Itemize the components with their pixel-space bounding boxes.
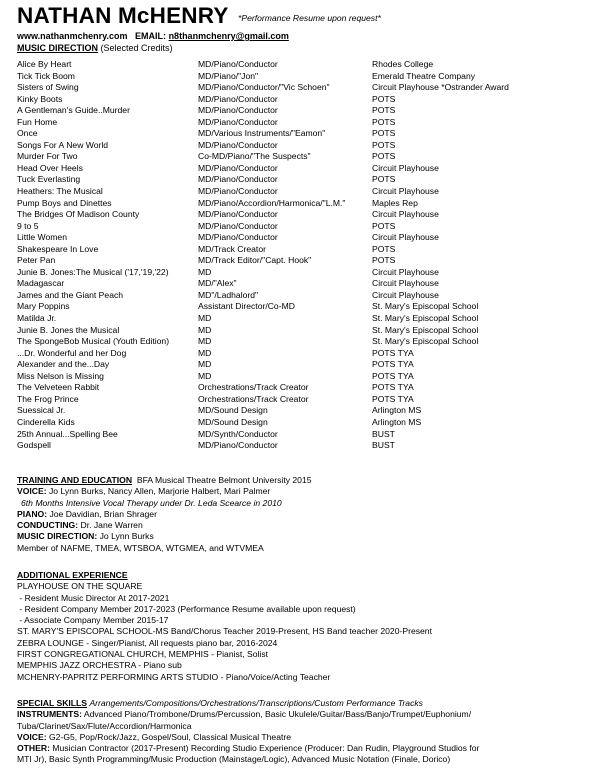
credit-role: MD/Piano/Conductor — [198, 93, 278, 104]
additional-line: - Associate Company Member 2015-17 — [17, 615, 169, 626]
credit-role: MD — [198, 313, 212, 324]
credit-show: Godspell — [17, 440, 51, 451]
credit-role: MD/"Alex" — [198, 278, 237, 289]
credit-show: Cinderella Kids — [17, 416, 75, 427]
credit-venue: POTS — [372, 105, 396, 116]
credit-row — [17, 440, 602, 452]
credit-row — [17, 174, 602, 186]
credit-show: Mary Poppins — [17, 301, 70, 312]
credit-role: MD/Piano/Conductor — [198, 232, 278, 243]
credit-venue: St. Mary's Episcopal School — [372, 313, 479, 324]
credit-venue: Circuit Playhouse — [372, 186, 439, 197]
credit-show: Once — [17, 128, 38, 139]
credit-row — [17, 382, 602, 394]
skills-section — [17, 698, 602, 766]
credit-role: Assistant Director/Co-MD — [198, 301, 295, 312]
skills-voice — [17, 732, 602, 743]
credit-row — [17, 348, 602, 360]
credit-role: MD/Piano/Conductor — [198, 209, 278, 220]
website-link[interactable]: www.nathanmchenry.com — [17, 31, 128, 41]
credit-venue: BUST — [372, 428, 395, 439]
credit-role: MD — [198, 359, 212, 370]
credit-show: The Velveteen Rabbit — [17, 382, 100, 393]
credit-row — [17, 417, 602, 429]
additional-line: - Resident Company Member 2017-2023 (Performance Resume available upon request) — [17, 603, 356, 614]
skills-voice-label: VOICE: — [17, 731, 47, 742]
additional-line: MEMPHIS JAZZ ORCHESTRA - Piano sub — [17, 660, 182, 671]
credit-venue: POTS — [372, 243, 396, 254]
skills-other-label: OTHER: — [17, 743, 50, 754]
credit-role: MD/Piano/Accordion/Harmonica/"L.M." — [198, 197, 346, 208]
credit-venue: POTS — [372, 116, 396, 127]
additional-heading — [17, 570, 602, 581]
credit-role: MD/Piano/Conductor — [198, 186, 278, 197]
training-degree: BFA Musical Theatre Belmont University 2015 — [136, 475, 312, 485]
credit-role: MD/Synth/Conductor — [198, 428, 278, 439]
credit-role: MD/Sound Design — [198, 405, 268, 416]
credit-row — [17, 71, 602, 83]
credit-row — [17, 394, 602, 406]
credit-show: Matilda Jr. — [17, 313, 57, 324]
credit-row — [17, 128, 602, 140]
credit-row — [17, 209, 602, 221]
credit-row — [17, 371, 602, 383]
credit-venue: Arlington MS — [372, 416, 422, 427]
training-voice-value: Jo Lynn Burks, Nancy Allen, Marjorie Halbert, Mari Palmer — [49, 486, 271, 497]
credit-show: Tuck Everlasting — [17, 174, 81, 185]
credit-venue: POTS TYA — [372, 382, 414, 393]
training-section — [17, 475, 602, 554]
credit-row — [17, 267, 602, 279]
credit-show: Peter Pan — [17, 255, 56, 266]
credit-row — [17, 151, 602, 163]
credit-show: Murder For Two — [17, 151, 78, 162]
credit-role: MD/Piano/Conductor — [198, 116, 278, 127]
additional-line: PLAYHOUSE ON THE SQUARE — [17, 581, 143, 592]
credit-venue: POTS — [372, 139, 396, 150]
credit-show: Sisters of Swing — [17, 82, 79, 93]
training-title: TRAINING AND EDUCATION — [17, 475, 133, 485]
credit-row — [17, 198, 602, 210]
credit-role: MD/Piano/Conductor — [198, 105, 278, 116]
additional-lines — [17, 581, 602, 683]
credit-role: MD — [198, 370, 212, 381]
training-piano-label: PIANO: — [17, 508, 48, 519]
credit-role: MD/Piano/Conductor — [198, 139, 278, 150]
credit-show: Fun Home — [17, 116, 58, 127]
additional-line: ST. MARY'S EPISCOPAL SCHOOL-MS Band/Chorus Teacher 2019-Present, HS Band teacher 2020-Present — [17, 626, 432, 637]
training-piano — [17, 509, 602, 520]
credit-venue: Circuit Playhouse — [372, 162, 439, 173]
credit-show: 9 to 5 — [17, 220, 39, 231]
credit-show: ...Dr. Wonderful and her Dog — [17, 347, 127, 358]
credit-row — [17, 336, 602, 348]
credit-show: Miss Nelson is Missing — [17, 370, 104, 381]
credit-row — [17, 429, 602, 441]
credit-show: Alexander and the...Day — [17, 359, 110, 370]
credit-venue: POTS TYA — [372, 359, 414, 370]
credit-venue: St. Mary's Episcopal School — [372, 324, 479, 335]
credit-row — [17, 82, 602, 94]
training-piano-value: Joe Davidian, Brian Shrager — [49, 508, 157, 519]
skills-instruments-label: INSTRUMENTS: — [17, 709, 82, 720]
credit-show: Kinky Boots — [17, 93, 63, 104]
credit-row — [17, 94, 602, 106]
credit-venue: St. Mary's Episcopal School — [372, 301, 479, 312]
credit-row — [17, 325, 602, 337]
credit-role: MD/Track Creator — [198, 243, 266, 254]
credit-role: MD — [198, 324, 212, 335]
credit-role: MD/Piano/Conductor — [198, 174, 278, 185]
credit-role: MD/Piano/Conductor — [198, 440, 278, 451]
training-md-label: MUSIC DIRECTION: — [17, 531, 98, 542]
skills-other — [17, 743, 602, 754]
credit-show: Heathers: The Musical — [17, 186, 103, 197]
credit-venue: Arlington MS — [372, 405, 422, 416]
email-label: EMAIL: — [135, 31, 167, 41]
skills-title: SPECIAL SKILLS — [17, 698, 88, 708]
music-direction-subtitle: (Selected Credits) — [100, 43, 173, 53]
credit-venue: POTS TYA — [372, 370, 414, 381]
additional-title: ADDITIONAL EXPERIENCE — [17, 570, 128, 580]
credit-venue: POTS — [372, 220, 396, 231]
additional-line: ZEBRA LOUNGE - Singer/Pianist, All requests piano bar, 2016-2024 — [17, 637, 278, 648]
credit-show: Head Over Heels — [17, 162, 83, 173]
credit-venue: BUST — [372, 440, 395, 451]
skills-subtitle: Arrangements/Compositions/Orchestrations/Transcriptions/Custom Performance Tracks — [89, 698, 423, 708]
credit-row — [17, 290, 602, 302]
credit-row — [17, 359, 602, 371]
credit-venue: POTS — [372, 255, 396, 266]
credit-row — [17, 278, 602, 290]
credit-show: Suessical Jr. — [17, 405, 66, 416]
credit-venue: POTS — [372, 151, 396, 162]
credit-role: MD/Piano/Conductor — [198, 59, 278, 69]
credit-show: Songs For A New World — [17, 139, 109, 150]
credit-venue: Maples Rep — [372, 197, 418, 208]
skills-instruments-cont: Tuba/Clarinet/Sax/Flute/Accordion/Harmonica — [17, 720, 192, 731]
credit-venue: POTS TYA — [372, 393, 414, 404]
resume-name: NATHAN McHENRY — [17, 3, 229, 28]
additional-line: - Resident Music Director At 2017-2021 — [17, 592, 170, 603]
training-voice-note: 6th Months Intensive Vocal Therapy under Dr. Leda Scearce in 2010 — [21, 497, 282, 508]
credit-role: Orchestrations/Track Creator — [198, 393, 309, 404]
additional-section — [17, 570, 602, 683]
credit-row — [17, 105, 602, 117]
credit-row — [17, 232, 602, 244]
skills-heading — [17, 698, 602, 709]
credit-show: Junie B. Jones:The Musical ('17,'19,'22) — [17, 266, 169, 277]
credit-row — [17, 313, 602, 325]
credit-show: James and the Giant Peach — [17, 289, 124, 300]
credit-role: MD/Piano/Conductor — [198, 220, 278, 231]
credit-show: A Gentleman's Guide..Murder — [17, 105, 130, 116]
credit-row — [17, 301, 602, 313]
credit-venue: POTS — [372, 174, 396, 185]
credit-venue: Circuit Playhouse — [372, 289, 439, 300]
additional-line: FIRST CONGREGATIONAL CHURCH, MEMPHIS - Pianist, Solist — [17, 649, 269, 660]
skills-instruments — [17, 709, 602, 720]
credit-row — [17, 140, 602, 152]
credit-role: MD — [198, 336, 212, 347]
credit-role: MD/Track Editor/"Capt. Hook" — [198, 255, 312, 266]
music-direction-heading — [17, 43, 173, 54]
credit-venue: POTS — [372, 93, 396, 104]
credit-role: MD — [198, 347, 212, 358]
credit-row — [17, 117, 602, 129]
credit-venue: Circuit Playhouse *Ostrander Award — [372, 82, 509, 93]
credit-role: MD/Piano/Conductor — [198, 162, 278, 173]
credit-show: Alice By Heart — [17, 59, 72, 69]
credit-role: MD/Various Instruments/"Eamon" — [198, 128, 326, 139]
credit-show: 25th Annual...Spelling Bee — [17, 428, 118, 439]
credit-show: The SpongeBob Musical (Youth Edition) — [17, 336, 170, 347]
credit-row — [17, 221, 602, 233]
credit-show: Junie B. Jones the Musical — [17, 324, 120, 335]
training-voice — [17, 486, 602, 497]
credit-venue: POTS — [372, 128, 396, 139]
music-direction-title: MUSIC DIRECTION — [17, 43, 98, 53]
email-link[interactable]: n8thanmchenry@gmail.com — [168, 31, 289, 41]
credit-venue: Rhodes College — [372, 59, 434, 69]
training-voice-label: VOICE: — [17, 486, 47, 497]
credit-role: Orchestrations/Track Creator — [198, 382, 309, 393]
credit-venue: Circuit Playhouse — [372, 209, 439, 220]
skills-voice-value: G2-G5, Pop/Rock/Jazz, Gospel/Soul, Classical Musical Theatre — [49, 731, 291, 742]
credit-show: The Bridges Of Madison County — [17, 209, 140, 220]
credit-row — [17, 405, 602, 417]
training-conducting-label: CONDUCTING: — [17, 520, 79, 531]
credit-venue: POTS TYA — [372, 347, 414, 358]
credit-venue: Emerald Theatre Company — [372, 70, 476, 81]
credit-row — [17, 59, 602, 71]
skills-other-value-1: Musician Contractor (2017-Present) Recording Studio Experience (Producer: Dan Rudin, Playground Studios for — [52, 743, 480, 754]
credit-venue: Circuit Playhouse — [372, 232, 439, 243]
training-memberships: Member of NAFME, TMEA, WTSBOA, WTGMEA, and WTVMEA — [17, 542, 264, 553]
credit-role: MD/Piano/"Jon" — [198, 70, 259, 81]
credits-table — [17, 59, 602, 452]
credit-role: MD"/Ladhalord" — [198, 289, 259, 300]
credit-role: MD/Sound Design — [198, 416, 268, 427]
contact-line — [17, 31, 289, 42]
credit-row — [17, 255, 602, 267]
training-heading — [17, 475, 602, 486]
training-conducting-value: Dr. Jane Warren — [80, 520, 143, 531]
credit-show: Shakespeare In Love — [17, 243, 99, 254]
credit-role: Co-MD/Piano/"The Suspects" — [198, 151, 311, 162]
credit-venue: Circuit Playhouse — [372, 278, 439, 289]
credit-row — [17, 186, 602, 198]
performance-resume-note: *Performance Resume upon request* — [238, 13, 381, 23]
training-music-direction — [17, 531, 602, 542]
training-conducting — [17, 520, 602, 531]
credit-row — [17, 163, 602, 175]
credit-show: The Frog Prince — [17, 393, 79, 404]
credit-role: MD/Piano/Conductor/"Vic Schoen" — [198, 82, 330, 93]
credit-show: Pump Boys and Dinettes — [17, 197, 112, 208]
skills-other-cont: MTI Jr), Basic Synth Programming/Music Production (Mainstage/Logic), Advanced Music Notation (Finale, Dorico) — [17, 754, 451, 765]
training-md-value: Jo Lynn Burks — [99, 531, 154, 542]
additional-line: MCHENRY-PAPRITZ PERFORMING ARTS STUDIO - Piano/Voice/Acting Teacher — [17, 671, 331, 682]
credit-role: MD — [198, 266, 212, 277]
credit-show: Little Women — [17, 232, 67, 243]
skills-instruments-value-1: Advanced Piano/Trombone/Drums/Percussion, Basic Ukulele/Guitar/Bass/Banjo/Trumpet/Euphonium/ — [83, 709, 472, 720]
credit-show: Madagascar — [17, 278, 65, 289]
credit-venue: Circuit Playhouse — [372, 266, 439, 277]
credit-row — [17, 244, 602, 256]
credit-venue: St. Mary's Episcopal School — [372, 336, 479, 347]
credit-show: Tick Tick Boom — [17, 70, 75, 81]
